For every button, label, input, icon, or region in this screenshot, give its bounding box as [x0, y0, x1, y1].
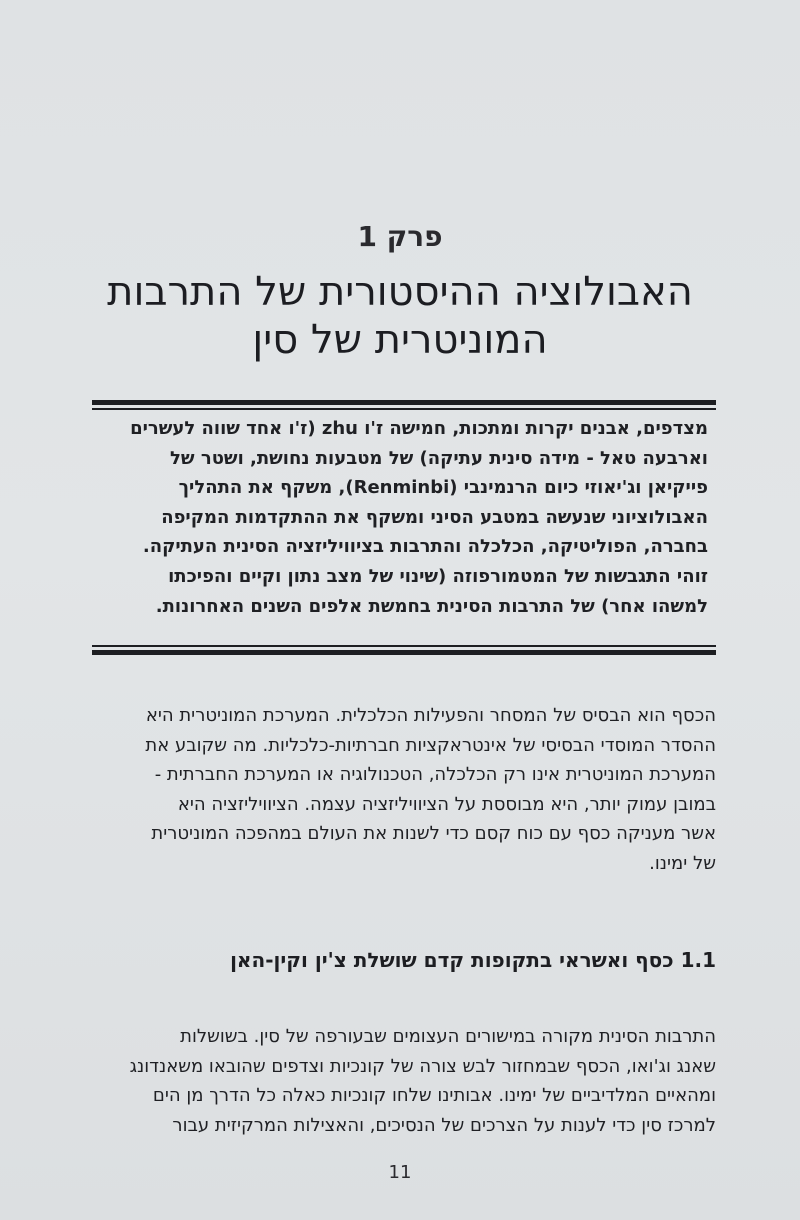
paragraph-line: שאנג וג'ואו, הכסף שבמחזור לבש צורה של קונכיות וצדפים שהובאו משאנדונג: [129, 1055, 716, 1077]
paragraph-line: אשר מעניקה כסף עם כוח קסם כדי לשנות את העולם במהפכה המוניטרית: [151, 823, 716, 845]
paragraph-line: במובן עמוק יותר, היא מבוססת על הציוויליזציה עצמה. הציוויליזציה היא: [177, 793, 716, 815]
paragraph-line: התרבות הסינית מקורה במישורים העצומים שבעורפה של סין. בשושלות: [180, 1026, 716, 1047]
abstract-line: פייקיאן וג'יאוזי כיום הרנמינבי (Renminbi), משקף את התהליך: [178, 477, 708, 499]
body-paragraph: [88, 700, 716, 878]
abstract-bottom-rule: [92, 650, 716, 655]
abstract-line: זוהי התגבשות של המטמורפוזה (שינוי של מצב נתון וקיים והפיכתו: [168, 565, 708, 587]
paragraph-line: הכסף הוא הבסיס של המסחר והפעילות הכלכלית. המערכת המוניטרית היא: [145, 705, 716, 726]
chapter-title: [60, 268, 740, 364]
chapter-title-line: המוניטרית של סין: [252, 317, 548, 363]
chapter-abstract: [112, 414, 708, 621]
abstract-top-rule: [92, 400, 716, 405]
paragraph-line: למרכז סין כדי לענות על הצרכים של הנסיכים, והאצילות המרקיזית עבור: [172, 1114, 716, 1136]
abstract-line: מצדפים, אבנים יקרות ומתכות, חמישה ז'ו zhu (ז'ו אחד שווה לעשרים: [130, 418, 708, 439]
abstract-line: למשהו אחר) של התרבות הסינית בחמשת אלפים השנים האחרונות.: [155, 595, 708, 617]
chapter-label: פרק 1: [357, 220, 443, 253]
paragraph-line: ומהאיים המלדיביים של ימינו. אבותינו שלחו קונכיות כאלה כל הדרך מן הים: [152, 1085, 716, 1107]
abstract-top-rule-thin: [92, 408, 716, 410]
section-heading: 1.1 כסף ואשראי בתקופות קדם שושלת צ'ין וקין-האן: [230, 948, 716, 972]
abstract-line: וארבעה טאל - מידה סינית עתיקה) של מטבעות נחושת, ושטר של: [170, 447, 708, 469]
abstract-line: בחברה, הפוליטיקה, הכלכלה והתרבות בציוויליזציה הסינית העתיקה.: [142, 536, 708, 558]
chapter-title-line: האבולוציה ההיסטורית של התרבות: [107, 269, 693, 315]
abstract-line: האבולוציוני שנעשה במטבע הסיני ומשקף את ההתקדמות המקיפה: [161, 506, 708, 528]
paragraph-line: ההסדר המוסדי הבסיסי של אינטראקציות חברתיות-כלכליות. מה שקובע את: [145, 734, 716, 756]
body-paragraph: [88, 1022, 716, 1140]
abstract-bottom-rule-thin: [92, 645, 716, 647]
paragraph-line: המערכת המוניטרית אינו רק הכלכלה, הטכנולוגיה או המערכת החברתית -: [154, 764, 716, 786]
page-number: 11: [388, 1162, 412, 1183]
paragraph-line: של ימינו.: [649, 852, 716, 874]
